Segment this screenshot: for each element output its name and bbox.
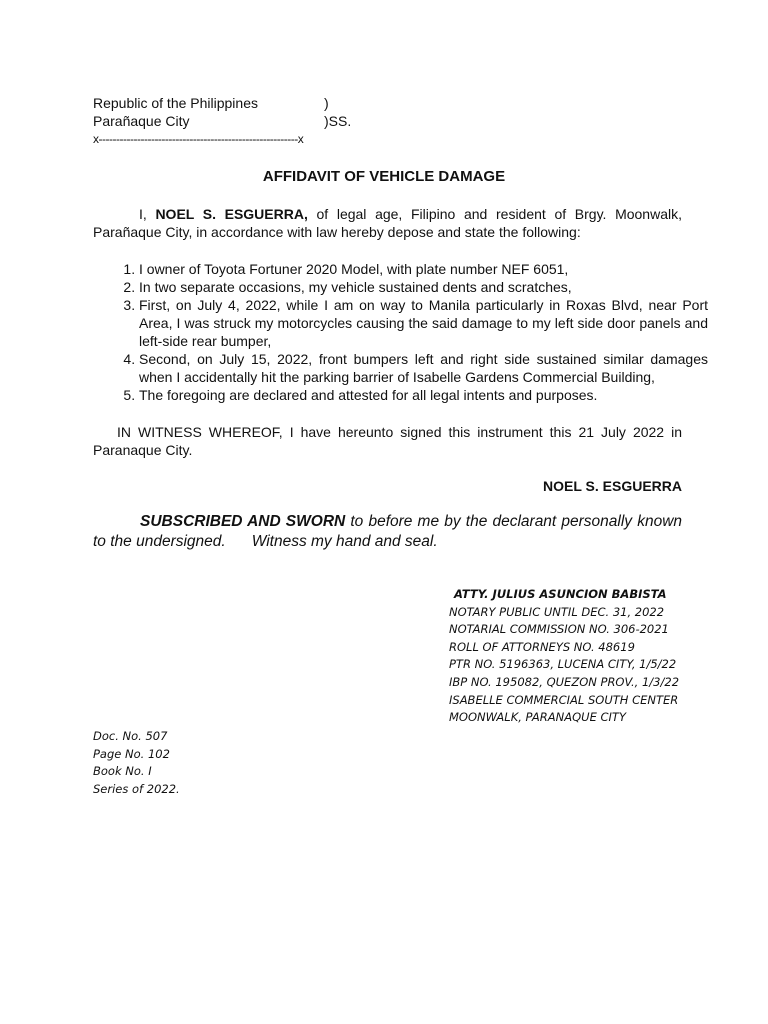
statement-list	[113, 260, 708, 404]
notary-office: ISABELLE COMMERCIAL SOUTH CENTER	[449, 692, 679, 707]
statement-item: 3. First, on July 4, 2022, while I am on way to Manila particularly in Roxas Blvd, near Port Area, I was struck my motorcycles causing the said damage to my left side door panels and left-side rear bumper,	[139, 296, 708, 350]
venue-paren-1: )	[324, 95, 329, 111]
statement-item: 2. In two separate occasions, my vehicle sustained dents and scratches,	[139, 278, 708, 296]
venue-country-row	[93, 94, 329, 112]
series-no: Series of 2022.	[93, 781, 180, 796]
jurat-paragraph	[93, 512, 682, 552]
notary-roll-no: ROLL OF ATTORNEYS NO. 48619	[449, 639, 635, 654]
witness-paragraph: IN WITNESS WHEREOF, I have hereunto signed this instrument this 21 July 2022 in Paranaque City.	[93, 424, 682, 458]
notary-name: ATTY. JULIUS ASUNCION BABISTA	[454, 587, 667, 601]
notary-block	[449, 586, 679, 727]
statement-item: 1. I owner of Toyota Fortuner 2020 Model, with plate number NEF 6051,	[139, 260, 708, 278]
venue-city: Parañaque City	[93, 113, 190, 129]
page-no: Page No. 102	[93, 746, 170, 761]
document-title: AFFIDAVIT OF VEHICLE DAMAGE	[262, 168, 506, 185]
intro-paragraph	[93, 205, 682, 241]
notary-ibp-no: IBP NO. 195082, QUEZON PROV., 1/3/22	[449, 674, 680, 689]
venue-country: Republic of the Philippines	[93, 95, 258, 111]
jurat-text: to before me by the declarant personally known to the undersigned.	[93, 513, 683, 550]
jurat-seal-text: Witness my hand and seal.	[251, 533, 438, 550]
notary-city: MOONWALK, PARANAQUE CITY	[449, 710, 626, 725]
statement-item: 4. Second, on July 15, 2022, front bumpers left and right side sustained similar damages when I accidentally hit the parking barrier of Isabelle Gardens Commercial Building,	[139, 350, 708, 386]
venue-paren-2: )SS.	[324, 113, 352, 129]
notary-ptr-no: PTR NO. 5196363, LUCENA CITY, 1/5/22	[449, 657, 677, 672]
venue-block	[93, 94, 352, 148]
jurat-lead: SUBSCRIBED AND SWORN	[140, 513, 346, 530]
doc-no: Doc. No. 507	[93, 729, 168, 743]
intro-prefix: I,	[139, 206, 156, 222]
signer-name: NOEL S. ESGUERRA	[543, 478, 682, 494]
notary-commission-no: NOTARIAL COMMISSION NO. 306-2021	[449, 622, 669, 637]
affiant-name: NOEL S. ESGUERRA,	[155, 206, 308, 222]
statement-item: 5. The foregoing are declared and attested for all legal intents and purposes.	[139, 386, 708, 404]
book-no: Book No. I	[93, 764, 152, 779]
venue-city-row	[93, 112, 352, 130]
intro-rest: of legal age, Filipino and resident of Brgy. Moonwalk, Parañaque City, in accordance with law hereby depose and state the following:	[93, 206, 682, 240]
doc-info-block	[93, 728, 180, 798]
venue-separator: x---------------------------------------------------------x	[93, 132, 304, 146]
notary-commission-expiry: NOTARY PUBLIC UNTIL DEC. 31, 2022	[449, 604, 665, 619]
